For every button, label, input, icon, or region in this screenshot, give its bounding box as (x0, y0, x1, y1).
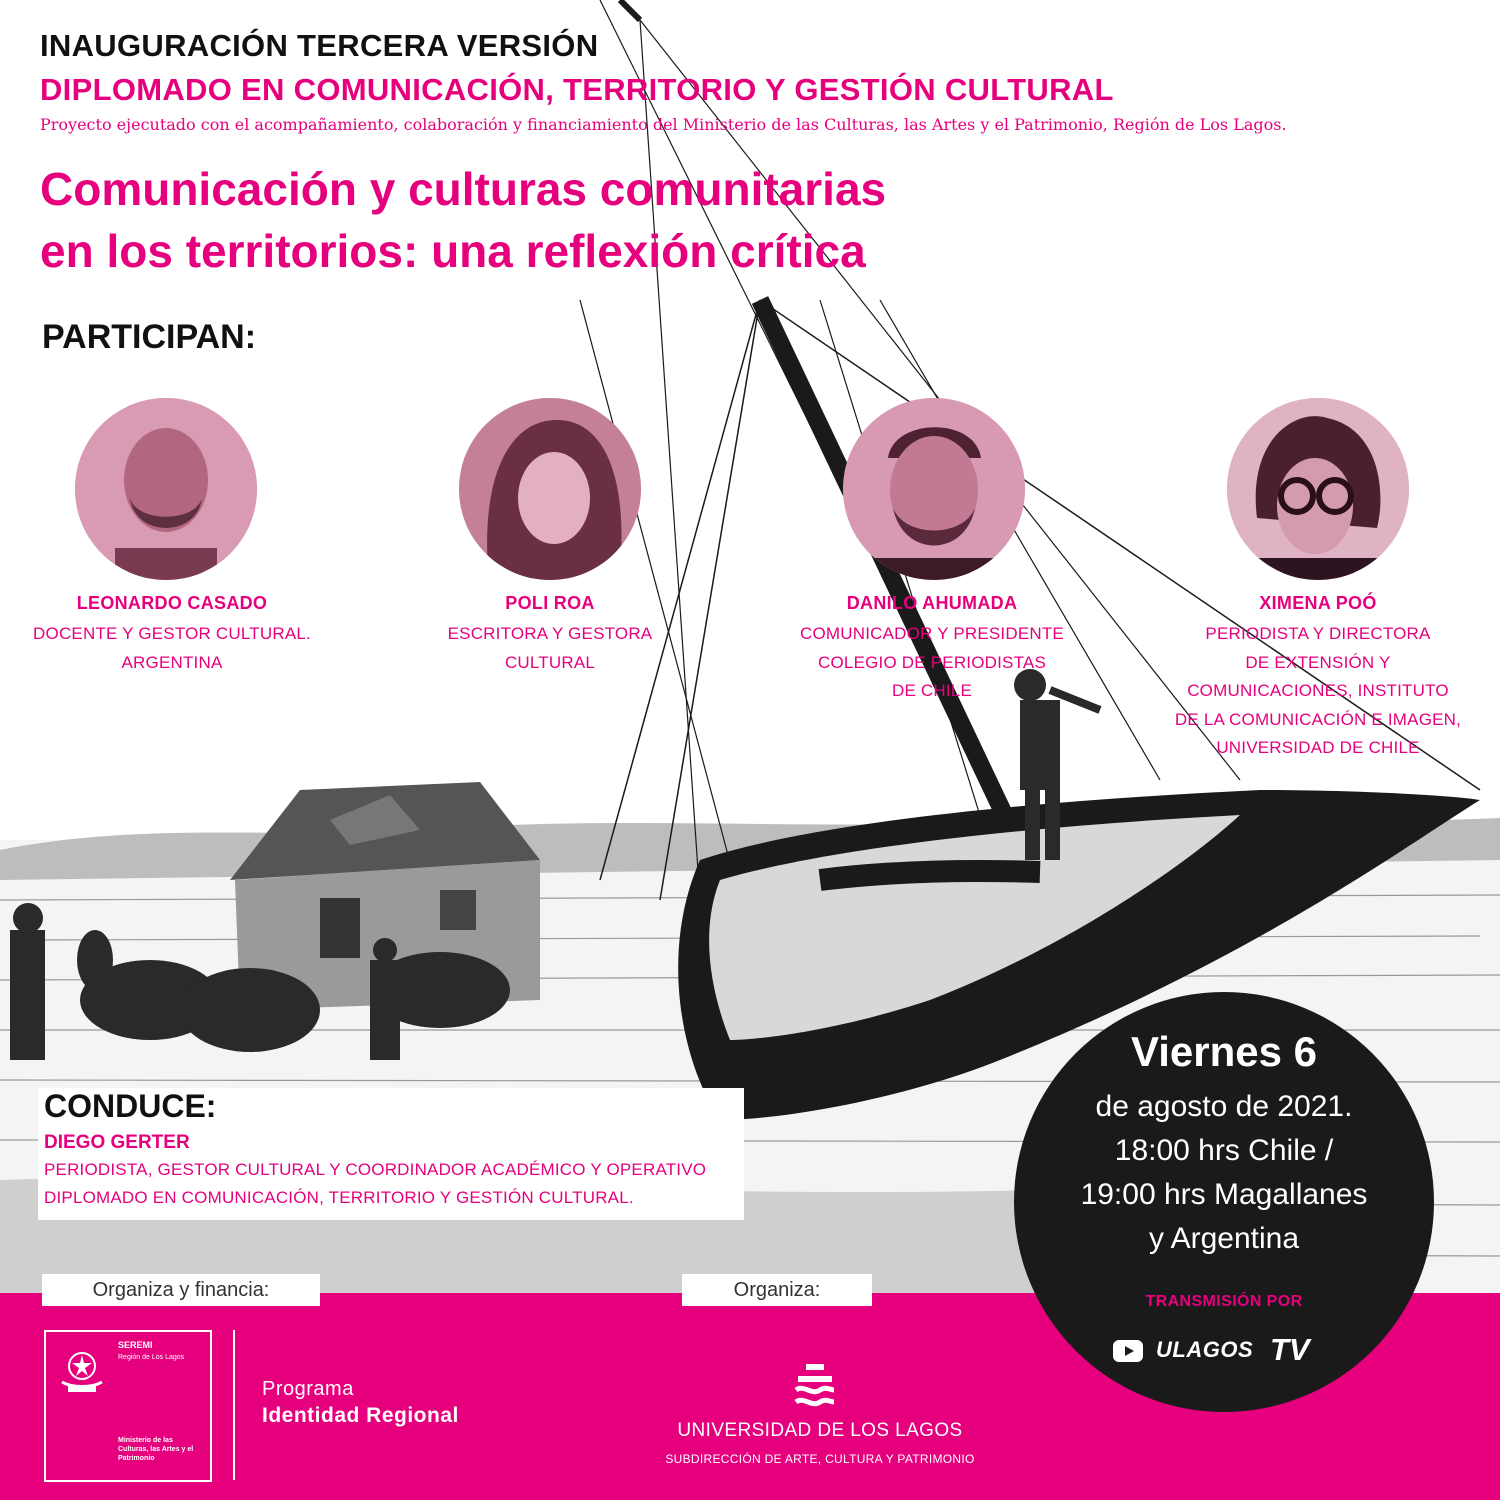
conduce-role-line1: PERIODISTA, GESTOR CULTURAL Y COORDINADOR ACADÉMICO Y OPERATIVO (44, 1160, 707, 1179)
ministerio-name: Ministerio de las Culturas, las Artes y el Patrimonio (118, 1437, 194, 1462)
ulagos-channel[interactable]: ULAGOS (1156, 1337, 1254, 1362)
participant-role: COMUNICADOR Y PRESIDENTE COLEGIO DE PERIODISTAS DE CHILE (800, 624, 1064, 700)
conduce-name: DIEGO GERTER (44, 1132, 190, 1153)
avatar-leonardo-casado (75, 398, 257, 580)
youtube-play-icon[interactable] (1113, 1340, 1143, 1362)
event-time-magallanes: 19:00 hrs Magallanes (1080, 1178, 1368, 1211)
seremi-title: SEREMI (118, 1340, 153, 1350)
tv-mark[interactable]: TV (1270, 1332, 1310, 1367)
programa-label: Programa (262, 1378, 354, 1400)
event-date: de agosto de 2021. (1095, 1090, 1353, 1123)
participant-name: XIMENA POÓ (1259, 593, 1377, 613)
event-time-chile: 18:00 hrs Chile / (1114, 1134, 1334, 1167)
header-diplomado: DIPLOMADO EN COMUNICACIÓN, TERRITORIO Y GESTIÓN CULTURAL (40, 72, 1114, 107)
participant-name: DANILO AHUMADA (846, 593, 1018, 613)
organiza-financia-label: Organiza y financia: (42, 1274, 320, 1306)
avatar-ximena-poo (1227, 398, 1409, 580)
university-name: UNIVERSIDAD DE LOS LAGOS (677, 1420, 963, 1441)
ulagos-wave-logo (790, 1362, 840, 1414)
participant-role: DOCENTE Y GESTOR CULTURAL. ARGENTINA (33, 624, 311, 672)
header-inauguracion: INAUGURACIÓN TERCERA VERSIÓN (40, 28, 599, 63)
avatar-danilo-ahumada (843, 398, 1025, 580)
subdireccion-name: SUBDIRECCIÓN DE ARTE, CULTURA Y PATRIMONIO (665, 1452, 975, 1466)
transmision-label: TRANSMISIÓN POR (1145, 1293, 1303, 1310)
participant-role: PERIODISTA Y DIRECTORA DE EXTENSIÓN Y COMUNICACIONES, INSTITUTO DE LA COMUNICACIÓN E IMAGEN, UNIVERSIDAD DE CHILE (1174, 624, 1462, 757)
event-time-argentina: y Argentina (1148, 1222, 1300, 1255)
avatar-poli-roa (459, 398, 641, 580)
conduce-role-line2: DIPLOMADO EN COMUNICACIÓN, TERRITORIO Y GESTIÓN CULTURAL. (44, 1188, 634, 1207)
participant-name: POLI ROA (505, 593, 595, 613)
seremi-region: Región de Los Lagos (118, 1354, 185, 1361)
participant-name: LEONARDO CASADO (76, 593, 268, 613)
event-title-line2: en los territorios: una reflexión crítica (40, 225, 866, 277)
chile-crest-icon (54, 1342, 110, 1398)
programa-name: Identidad Regional (262, 1404, 459, 1427)
event-title (40, 158, 1190, 282)
footer-divider (233, 1330, 235, 1480)
event-day: Viernes 6 (1130, 1028, 1318, 1075)
organiza-label: Organiza: (682, 1274, 872, 1306)
participan-label: PARTICIPAN: (42, 318, 257, 356)
header-proyecto: Proyecto ejecutado con el acompañamiento, colaboración y financiamiento del Ministerio de las Culturas, las Artes y el Patrimonio, Región de Los Lagos. (40, 115, 1287, 134)
participant-role: ESCRITORA Y GESTORA CULTURAL (447, 624, 653, 672)
conduce-label: CONDUCE: (44, 1088, 217, 1124)
event-title-line1: Comunicación y culturas comunitarias (40, 163, 887, 215)
